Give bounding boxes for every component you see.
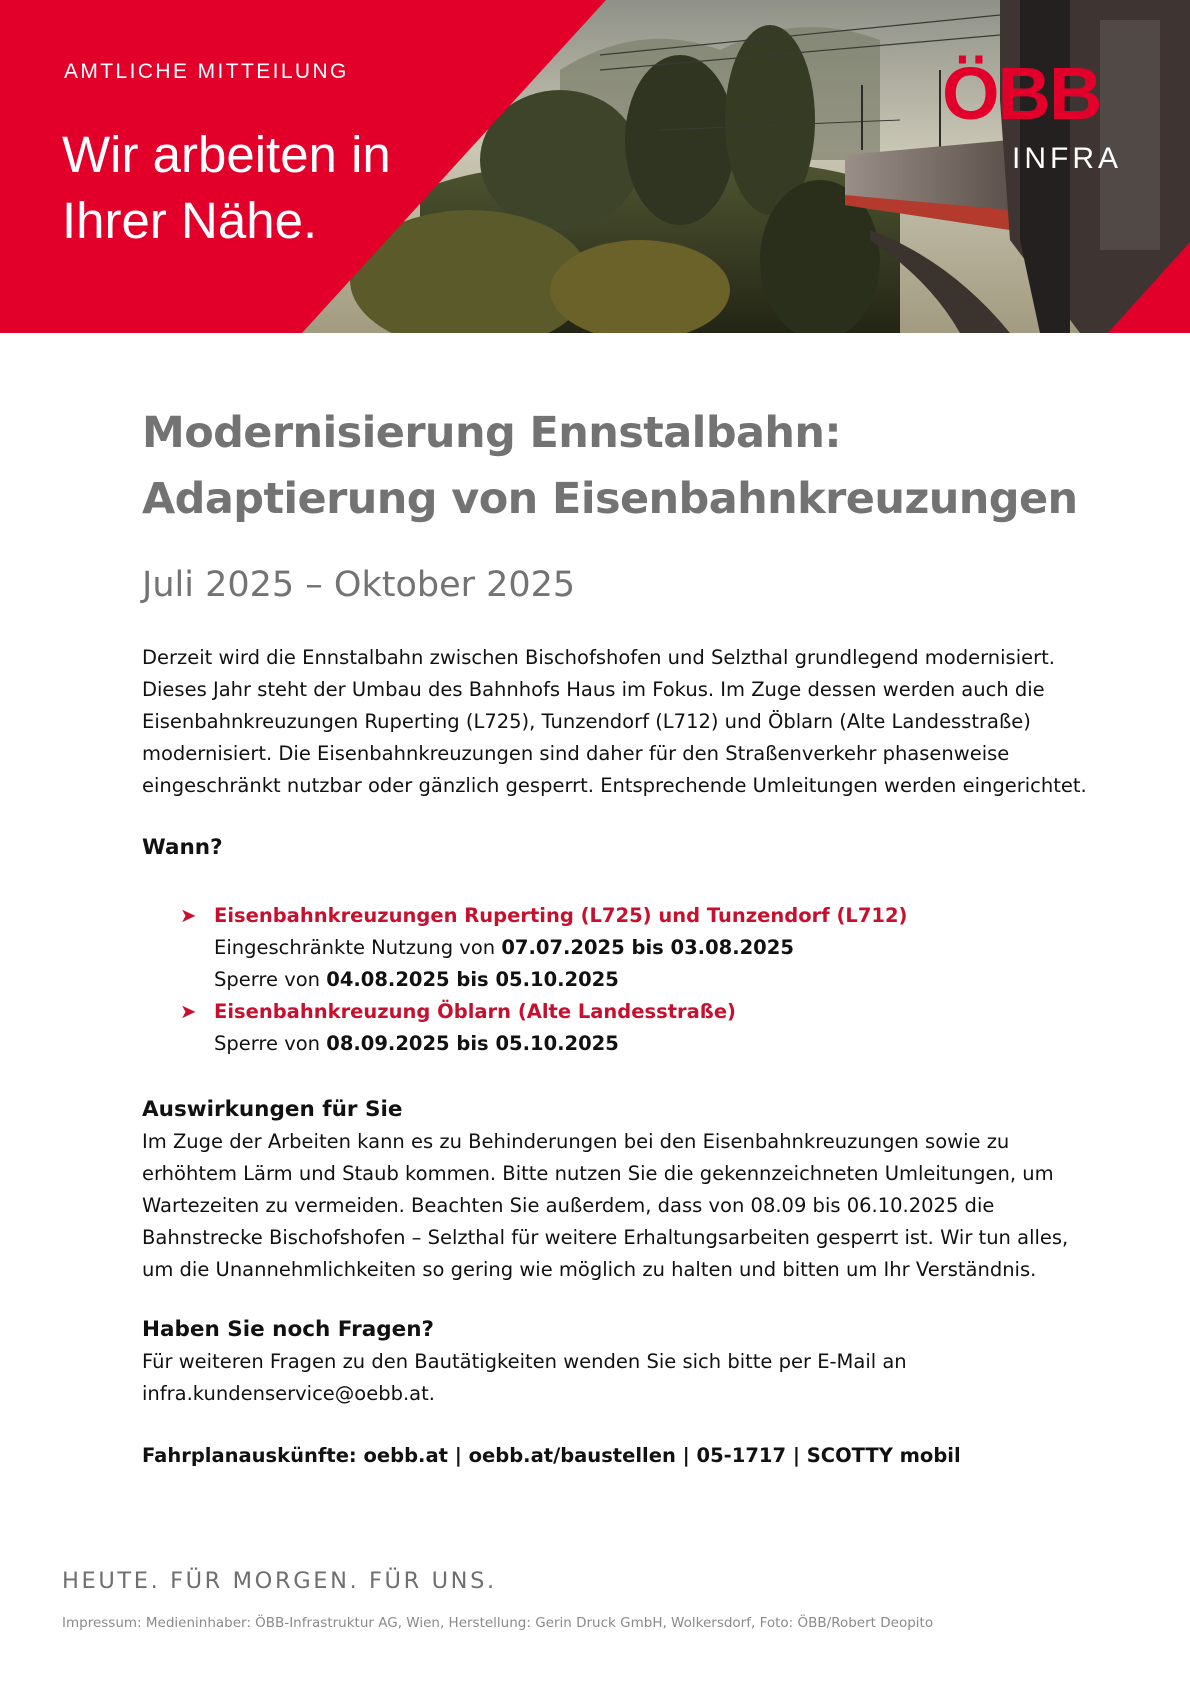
schedule-line: Eingeschränkte Nutzung von 07.07.2025 bis 03.08.2025 bbox=[214, 936, 794, 959]
intro-paragraph: Derzeit wird die Ennstalbahn zwischen Bischofshofen und Selzthal grundlegend modernisiert. Dieses Jahr steht der Umbau des Bahnhofs Haus im Fokus. Im Zuge dessen werden auch die Eisenbahnkreuzungen Ruperting (L725), Tunzendorf (L712) und Öblarn (Alte Landesstraße) modernisiert. Die Eisenbahnkreuzungen sind daher für den Straßenverkehr phasenweise eingeschränkt nutzbar oder gänzlich gesperrt. Entsprechende Umleitungen werden eingerichtet. bbox=[142, 646, 1087, 797]
crossing-title: ➤ Eisenbahnkreuzungen Ruperting (L725) und Tunzendorf (L712) bbox=[180, 900, 1102, 932]
notice-kicker: AMTLICHE MITTEILUNG bbox=[64, 60, 349, 83]
banner-headline: Wir arbeiten in Ihrer Nähe. bbox=[62, 126, 391, 249]
arrow-bullet-icon: ➤ bbox=[180, 904, 197, 927]
questions-paragraph: Für weiteren Fragen zu den Bautätigkeiten wenden Sie sich bitte per E-Mail an infra.kundenservice@oebb.at. bbox=[142, 1350, 907, 1405]
schedule-line: Sperre von 08.09.2025 bis 05.10.2025 bbox=[214, 1032, 619, 1055]
crossing-schedule-list bbox=[142, 900, 1102, 1060]
arrow-bullet-icon: ➤ bbox=[180, 1000, 197, 1023]
schedule-line: Sperre von 04.08.2025 bis 05.10.2025 bbox=[214, 968, 619, 991]
when-heading: Wann? bbox=[142, 835, 223, 860]
logo-wordmark: ÖBB bbox=[942, 52, 1101, 135]
impact-paragraph: Im Zuge der Arbeiten kann es zu Behinderungen bei den Eisenbahnkreuzungen sowie zu erhöhtem Lärm und Staub kommen. Bitte nutzen Sie die gekennzeichneten Umleitungen, um Wartezeiten zu vermeiden. Beachten Sie außerdem, dass von 08.09 bis 06.10.2025 die Bahnstrecke Bischofshofen – Selzthal für weitere Erhaltungsarbeiten gesperrt ist. Wir tun alles, um die Unannehmlichkeiten so gering wie möglich zu halten und bitten um Ihr Verständnis. bbox=[142, 1130, 1069, 1281]
period-subtitle: Juli 2025 – Oktober 2025 bbox=[142, 565, 576, 605]
notice-body bbox=[142, 400, 1102, 1472]
crossing-title: ➤ Eisenbahnkreuzung Öblarn (Alte Landesstraße) bbox=[180, 996, 1102, 1028]
list-item bbox=[180, 996, 1102, 1060]
questions-heading: Haben Sie noch Fragen? bbox=[142, 1317, 434, 1342]
timetable-info: Fahrplanauskünfte: oebb.at | oebb.at/baustellen | 05-1717 | SCOTTY mobil bbox=[142, 1444, 961, 1467]
footer-slogan: HEUTE. FÜR MORGEN. FÜR UNS. bbox=[62, 1568, 497, 1594]
title-line-1: Modernisierung Ennstalbahn: bbox=[142, 408, 842, 458]
impact-heading: Auswirkungen für Sie bbox=[142, 1097, 403, 1122]
list-item bbox=[180, 900, 1102, 996]
oebb-infra-logo bbox=[942, 52, 1128, 180]
header-banner bbox=[0, 0, 1190, 333]
page-title bbox=[142, 400, 1102, 532]
logo-subbrand: INFRA bbox=[1012, 142, 1122, 175]
impressum: Impressum: Medieninhaber: ÖBB-Infrastruktur AG, Wien, Herstellung: Gerin Druck GmbH, Wolkersdorf, Foto: ÖBB/Robert Deopito bbox=[62, 1615, 934, 1631]
title-line-2: Adaptierung von Eisenbahnkreuzungen bbox=[142, 474, 1078, 524]
